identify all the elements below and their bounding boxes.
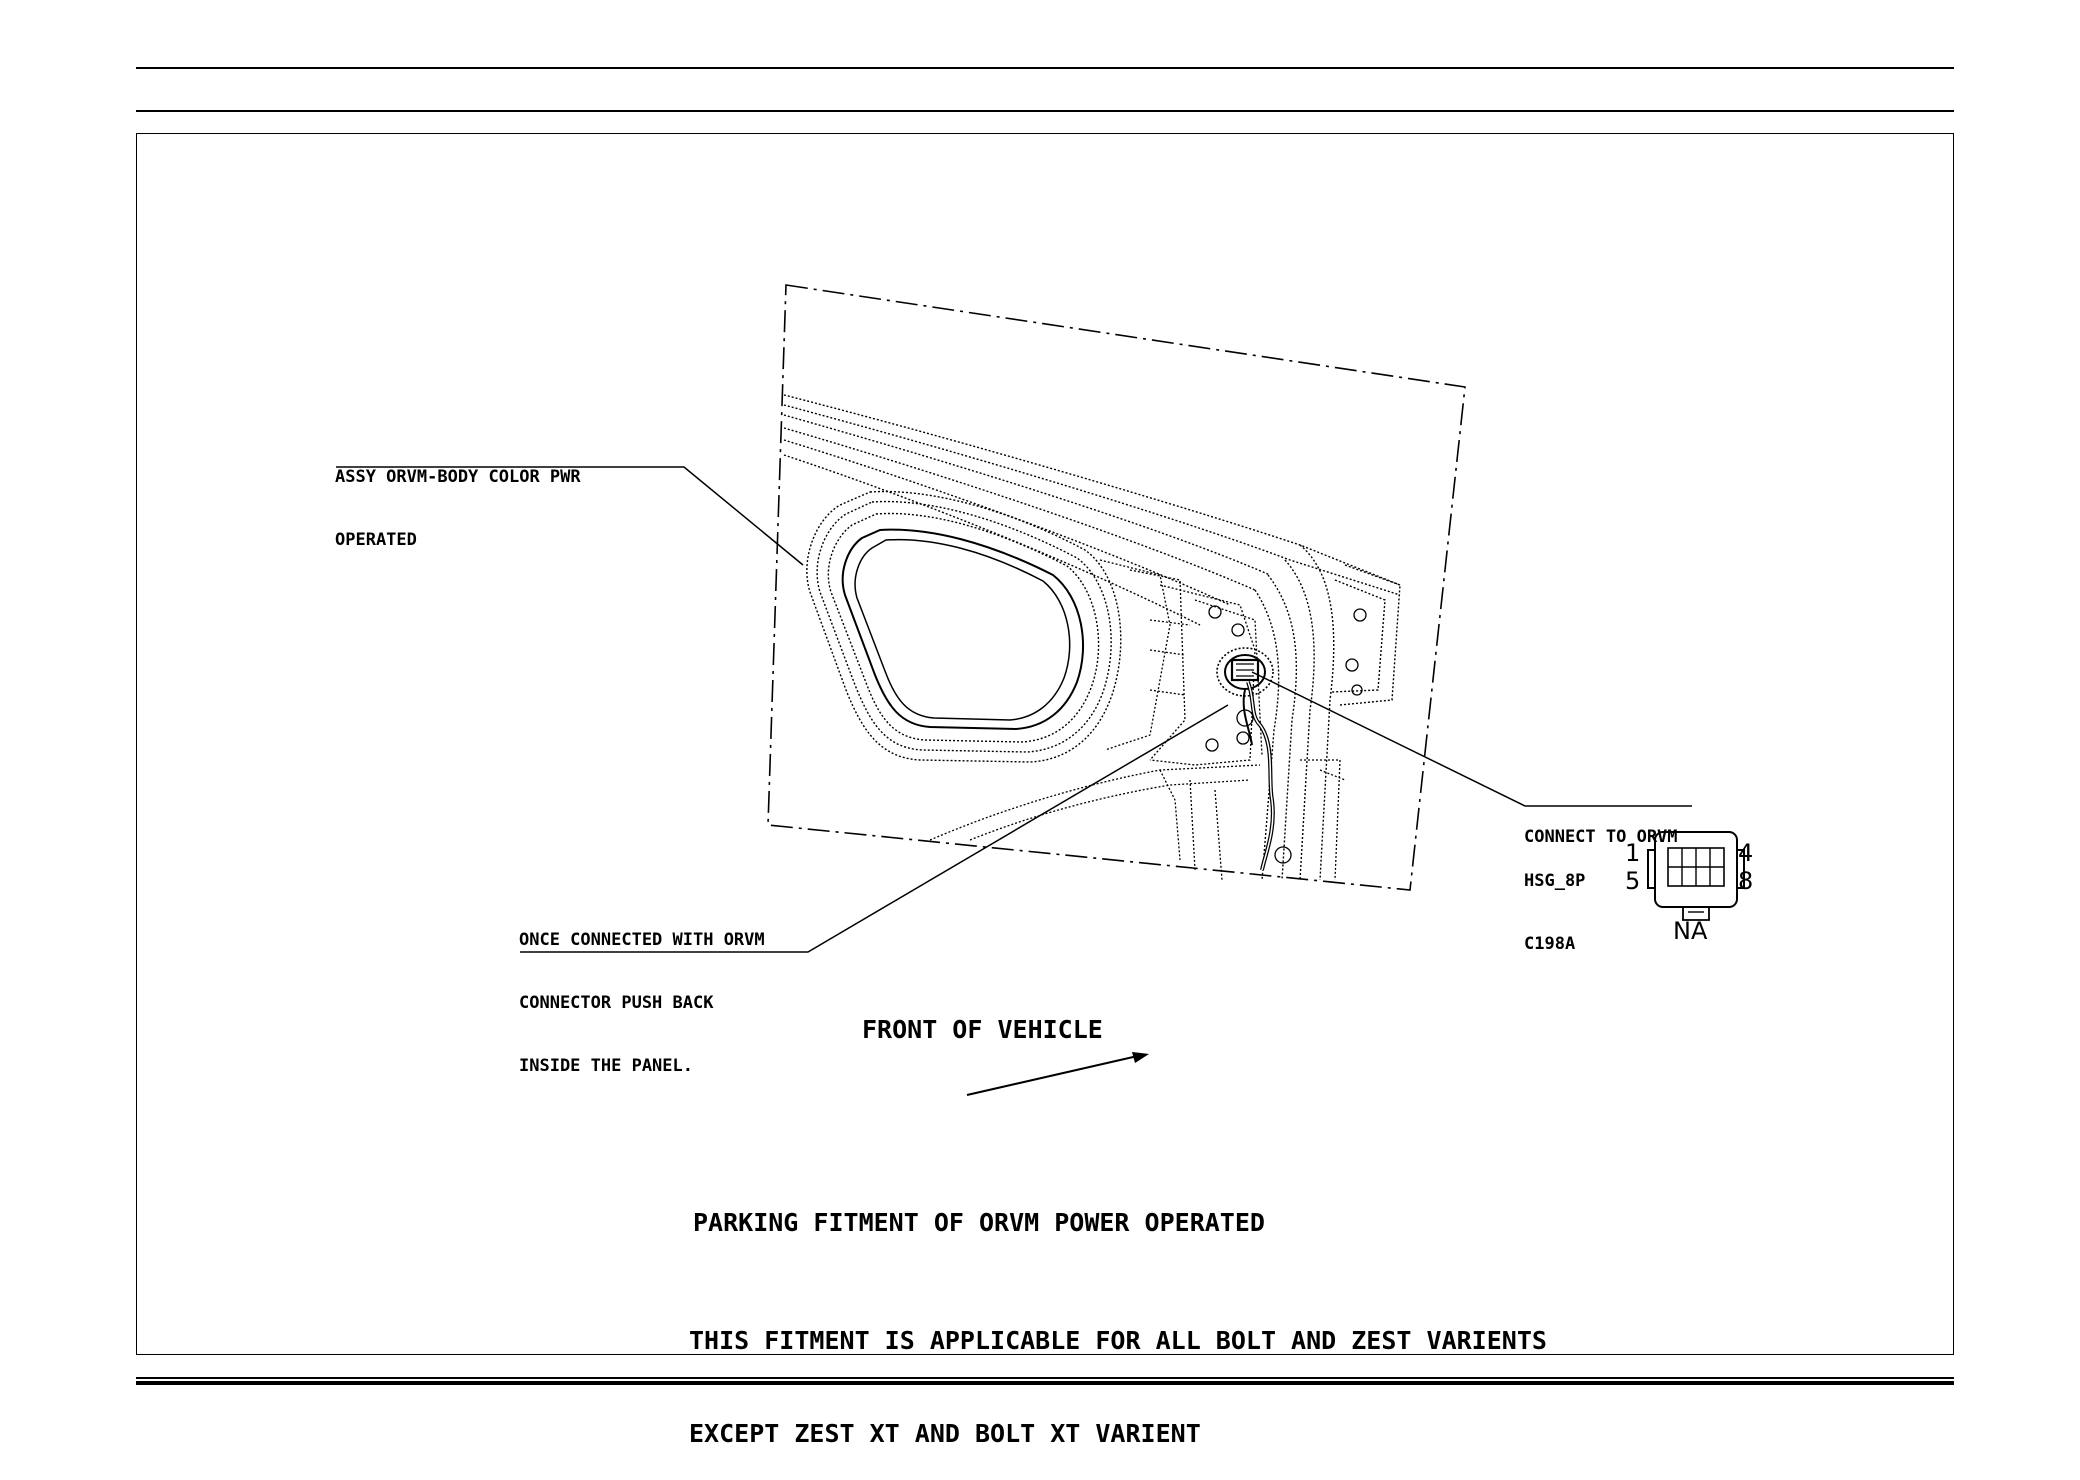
notes-line1: THIS FITMENT IS APPLICABLE FOR ALL BOLT AND ZEST VARIENTS: [689, 1326, 1547, 1355]
pin-label-4: 4: [1738, 839, 1754, 867]
notes-line2: EXCEPT ZEST XT AND BOLT XT VARIENT: [689, 1419, 1201, 1448]
callout-assy-orvm: [335, 425, 581, 572]
connector-part-number: HSG_8P: [1524, 871, 1586, 891]
mirror-assembly-drawing: [784, 395, 1400, 880]
pin-label-1: 1: [1625, 839, 1641, 867]
callout-assy-orvm-line2: OPERATED: [335, 530, 417, 550]
pin-label-5: 5: [1625, 867, 1641, 895]
direction-arrow-icon: [967, 1052, 1149, 1095]
callout-push-back-line2: CONNECTOR PUSH BACK: [519, 993, 714, 1013]
callout-push-back-line3: INSIDE THE PANEL.: [519, 1056, 693, 1076]
connector-na-label: NA: [1673, 917, 1708, 945]
callout-connect-orvm-text: CONNECT TO ORVM: [1524, 827, 1678, 847]
callout-push-back: [519, 888, 765, 1098]
pin-label-8: 8: [1738, 867, 1754, 895]
callout-assy-orvm-line1: ASSY ORVM-BODY COLOR PWR: [335, 467, 581, 487]
detail-view-boundary: [768, 285, 1465, 890]
front-of-vehicle-label: FRONT OF VEHICLE: [862, 1015, 1103, 1044]
connector-id: C198A: [1524, 934, 1576, 954]
notes-applicability: [689, 1263, 1547, 1480]
notes-title: PARKING FITMENT OF ORVM POWER OPERATED: [693, 1208, 1265, 1237]
connector-designation: [1524, 829, 1585, 976]
callout-push-back-line1: ONCE CONNECTED WITH ORVM: [519, 930, 765, 950]
